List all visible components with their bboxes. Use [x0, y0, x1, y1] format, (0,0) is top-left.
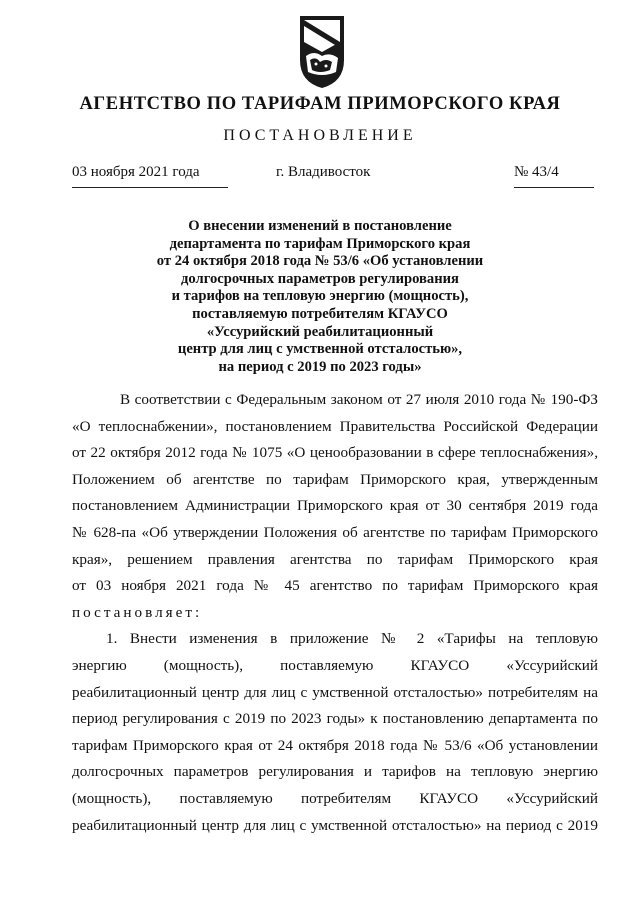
subject-line: поставляемую потребителям КГАУСО [192, 305, 448, 322]
body-line: В соответствии с Федеральным законом от 27 июля 2010 года № 190-ФЗ [120, 391, 598, 408]
subject-line: долгосрочных параметров регулирования [181, 270, 459, 287]
document-body [72, 387, 598, 839]
coat-of-arms-icon [296, 12, 348, 90]
agency-title: АГЕНТСТВО ПО ТАРИФАМ ПРИМОРСКОГО КРАЯ [79, 94, 561, 114]
body-line: Положением об агентстве по тарифам Приморского края, утвержденным [72, 470, 598, 488]
body-line: от 03 ноября 2021 года № 45 агентство по тарифам Приморского края [72, 577, 598, 595]
document-subject [100, 218, 540, 376]
body-line: долгосрочных параметров регулирования и тарифов на тепловую энергию [72, 763, 598, 781]
body-line-item-1: 1. Внести изменения в приложение № 2 «Тарифы на тепловую [106, 630, 598, 648]
subject-line: «Уссурийский реабилитационный [206, 323, 434, 340]
body-line: энергию (мощность), поставляемую КГАУСО «Уссурийский [72, 656, 598, 674]
subject-line: О внесении изменений в постановление [188, 218, 452, 234]
body-line: (мощность), поставляемую потребителям КГАУСО «Уссурийский [72, 789, 598, 807]
subject-line: центр для лиц с умственной отсталостью», [177, 341, 463, 358]
document-city: г. Владивосток [276, 164, 371, 180]
subject-line: от 24 октября 2018 года № 53/6 «Об установлении [156, 253, 484, 270]
subject-line: департамента по тарифам Приморского края [169, 235, 471, 252]
document-type: ПОСТАНОВЛЕНИЕ [223, 127, 417, 144]
body-line: от 22 октября 2012 года № 1075 «О ценообразовании в сфере теплоснабжения», [72, 444, 598, 462]
body-line-decree: постановляет: [72, 603, 203, 621]
body-line: реабилитационный центр для лиц с умственной отсталостью» потребителям на [72, 683, 598, 701]
body-line: «О теплоснабжении», постановлением Правительства Российской Федерации [72, 417, 598, 435]
subject-line: на период с 2019 по 2023 годы» [218, 358, 422, 375]
body-line: края», решением правления агентства по тарифам Приморского края [72, 550, 598, 568]
body-line: № 628-па «Об утверждении Положения об агентстве по тарифам Приморского [72, 523, 598, 541]
body-line: период регулирования с 2019 по 2023 годы» к постановлению департамента по [72, 710, 598, 728]
body-line: тарифам Приморского края от 24 октября 2018 года № 53/6 «Об установлении [72, 736, 598, 754]
body-line: реабилитационный центр для лиц с умственной отсталостью» на период с 2019 [72, 816, 598, 834]
body-line: постановлением Администрации Приморского края от 30 сентября 2019 года [72, 497, 598, 515]
document-date: 03 ноября 2021 года [72, 163, 228, 188]
subject-line: и тарифов на тепловую энергию (мощность), [171, 288, 469, 305]
document-number: № 43/4 [514, 163, 594, 188]
